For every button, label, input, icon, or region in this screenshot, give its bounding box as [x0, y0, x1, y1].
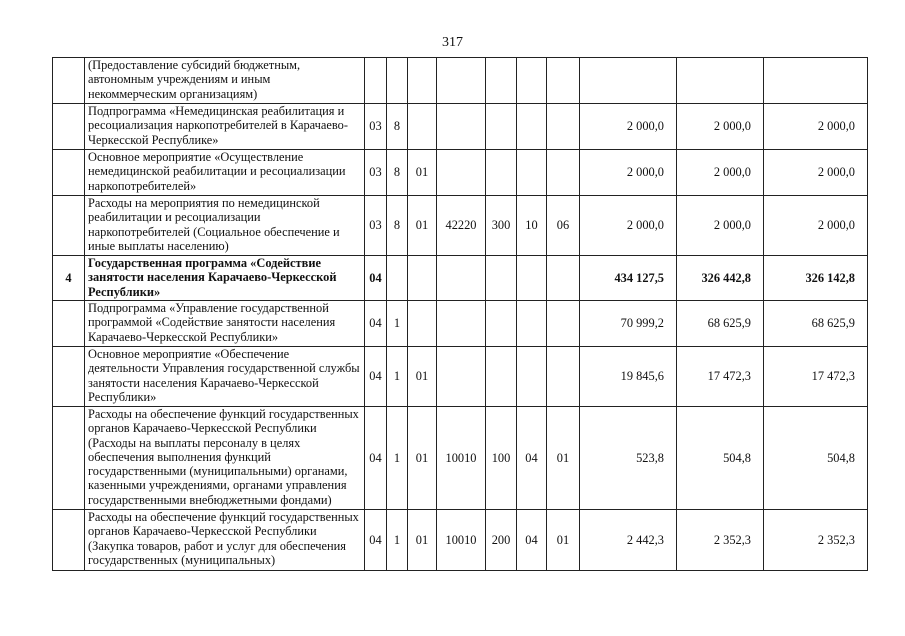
amount-year-3-cell: 2 000,0	[764, 150, 868, 196]
item-name-cell: Подпрограмма «Немедицинская реабилитация и ресоциализация наркопотребителей в Карачаево-Черкесской Республике»	[85, 104, 365, 150]
amount-year-2-cell: 504,8	[677, 407, 764, 510]
item-name-cell: Государственная программа «Содействие занятости населения Карачаево-Черкесской Республики»	[85, 256, 365, 301]
direction-code-cell	[437, 256, 486, 301]
expense-type-cell	[486, 301, 517, 347]
subsection-code-cell	[547, 150, 580, 196]
row-number-cell	[53, 196, 85, 256]
amount-year-2-cell: 2 000,0	[677, 196, 764, 256]
section-code-cell	[517, 58, 547, 104]
subprogram-code-cell: 8	[387, 150, 408, 196]
subprogram-code-cell: 1	[387, 407, 408, 510]
amount-year-1-cell: 2 000,0	[580, 196, 677, 256]
table-row	[53, 347, 868, 407]
amount-year-3-cell: 2 000,0	[764, 196, 868, 256]
subsection-code-cell: 06	[547, 196, 580, 256]
table-row	[53, 407, 868, 510]
subsection-code-cell	[547, 58, 580, 104]
subsection-code-cell: 01	[547, 510, 580, 571]
subsection-code-cell	[547, 104, 580, 150]
subsection-code-cell	[547, 347, 580, 407]
amount-year-1-cell: 70 999,2	[580, 301, 677, 347]
row-number-cell: 4	[53, 256, 85, 301]
activity-code-cell	[408, 256, 437, 301]
subprogram-code-cell: 1	[387, 301, 408, 347]
amount-year-3-cell: 2 000,0	[764, 104, 868, 150]
direction-code-cell	[437, 104, 486, 150]
table-row	[53, 301, 868, 347]
item-name-cell: Расходы на мероприятия по немедицинской реабилитации и ресоциализации наркопотребителей (Социальное обеспечение и иные выплаты населению)	[85, 196, 365, 256]
budget-table	[52, 57, 868, 571]
amount-year-2-cell: 17 472,3	[677, 347, 764, 407]
section-code-cell: 04	[517, 407, 547, 510]
section-code-cell: 10	[517, 196, 547, 256]
row-number-cell	[53, 58, 85, 104]
row-number-cell	[53, 301, 85, 347]
direction-code-cell: 10010	[437, 510, 486, 571]
amount-year-2-cell	[677, 58, 764, 104]
table-row	[53, 256, 868, 301]
item-name-cell: Расходы на обеспечение функций государственных органов Карачаево-Черкесской Республики (Расходы на выплаты персоналу в целях обеспечения выполнения функций государственными (муниципальными) органами, казенными учреждениями, органами управления государственными внебюджетными фондами)	[85, 407, 365, 510]
amount-year-3-cell: 2 352,3	[764, 510, 868, 571]
item-name-cell: Подпрограмма «Управление государственной программой «Содействие занятости населения Карачаево-Черкесской Республики»	[85, 301, 365, 347]
row-number-cell	[53, 150, 85, 196]
item-name-cell: Основное мероприятие «Осуществление немедицинской реабилитации и ресоциализации наркопотребителей»	[85, 150, 365, 196]
table-row	[53, 58, 868, 104]
amount-year-1-cell: 2 000,0	[580, 104, 677, 150]
amount-year-2-cell: 326 442,8	[677, 256, 764, 301]
section-code-cell	[517, 347, 547, 407]
expense-type-cell	[486, 347, 517, 407]
subprogram-code-cell	[387, 58, 408, 104]
direction-code-cell	[437, 58, 486, 104]
subprogram-code-cell: 8	[387, 104, 408, 150]
item-name-cell: Основное мероприятие «Обеспечение деятельности Управления государственной службы занятости населения Карачаево-Черкесской Республики»	[85, 347, 365, 407]
section-code-cell	[517, 256, 547, 301]
activity-code-cell: 01	[408, 407, 437, 510]
expense-type-cell	[486, 150, 517, 196]
direction-code-cell	[437, 301, 486, 347]
page-number: 317	[442, 35, 463, 50]
subprogram-code-cell: 8	[387, 196, 408, 256]
activity-code-cell	[408, 58, 437, 104]
amount-year-1-cell	[580, 58, 677, 104]
amount-year-1-cell: 19 845,6	[580, 347, 677, 407]
section-code-cell	[517, 301, 547, 347]
section-code-cell: 04	[517, 510, 547, 571]
amount-year-2-cell: 2 352,3	[677, 510, 764, 571]
amount-year-3-cell: 326 142,8	[764, 256, 868, 301]
section-code-cell	[517, 104, 547, 150]
program-code-cell: 03	[365, 104, 387, 150]
amount-year-1-cell: 523,8	[580, 407, 677, 510]
subprogram-code-cell	[387, 256, 408, 301]
subprogram-code-cell: 1	[387, 347, 408, 407]
amount-year-1-cell: 2 442,3	[580, 510, 677, 571]
expense-type-cell: 300	[486, 196, 517, 256]
expense-type-cell	[486, 104, 517, 150]
activity-code-cell	[408, 301, 437, 347]
subsection-code-cell: 01	[547, 407, 580, 510]
amount-year-3-cell: 68 625,9	[764, 301, 868, 347]
expense-type-cell	[486, 256, 517, 301]
expense-type-cell	[486, 58, 517, 104]
row-number-cell	[53, 347, 85, 407]
subsection-code-cell	[547, 256, 580, 301]
amount-year-1-cell: 2 000,0	[580, 150, 677, 196]
row-number-cell	[53, 104, 85, 150]
table-row	[53, 150, 868, 196]
expense-type-cell: 200	[486, 510, 517, 571]
program-code-cell	[365, 58, 387, 104]
amount-year-2-cell: 2 000,0	[677, 104, 764, 150]
program-code-cell: 04	[365, 407, 387, 510]
table-row	[53, 196, 868, 256]
item-name-cell: Расходы на обеспечение функций государственных органов Карачаево-Черкесской Республики (Закупка товаров, работ и услуг для обеспечения государственных (муниципальных)	[85, 510, 365, 571]
table-row	[53, 510, 868, 571]
expense-type-cell: 100	[486, 407, 517, 510]
amount-year-1-cell: 434 127,5	[580, 256, 677, 301]
amount-year-3-cell: 17 472,3	[764, 347, 868, 407]
direction-code-cell	[437, 150, 486, 196]
program-code-cell: 03	[365, 150, 387, 196]
amount-year-2-cell: 2 000,0	[677, 150, 764, 196]
activity-code-cell: 01	[408, 510, 437, 571]
table-row	[53, 104, 868, 150]
section-code-cell	[517, 150, 547, 196]
program-code-cell: 04	[365, 301, 387, 347]
row-number-cell	[53, 407, 85, 510]
program-code-cell: 04	[365, 256, 387, 301]
direction-code-cell	[437, 347, 486, 407]
amount-year-2-cell: 68 625,9	[677, 301, 764, 347]
activity-code-cell: 01	[408, 150, 437, 196]
amount-year-3-cell	[764, 58, 868, 104]
activity-code-cell: 01	[408, 196, 437, 256]
subprogram-code-cell: 1	[387, 510, 408, 571]
direction-code-cell: 10010	[437, 407, 486, 510]
program-code-cell: 03	[365, 196, 387, 256]
direction-code-cell: 42220	[437, 196, 486, 256]
item-name-cell: (Предоставление субсидий бюджетным, автономным учреждениям и иным некоммерческим организациям)	[85, 58, 365, 104]
program-code-cell: 04	[365, 510, 387, 571]
activity-code-cell	[408, 104, 437, 150]
row-number-cell	[53, 510, 85, 571]
amount-year-3-cell: 504,8	[764, 407, 868, 510]
activity-code-cell: 01	[408, 347, 437, 407]
program-code-cell: 04	[365, 347, 387, 407]
subsection-code-cell	[547, 301, 580, 347]
